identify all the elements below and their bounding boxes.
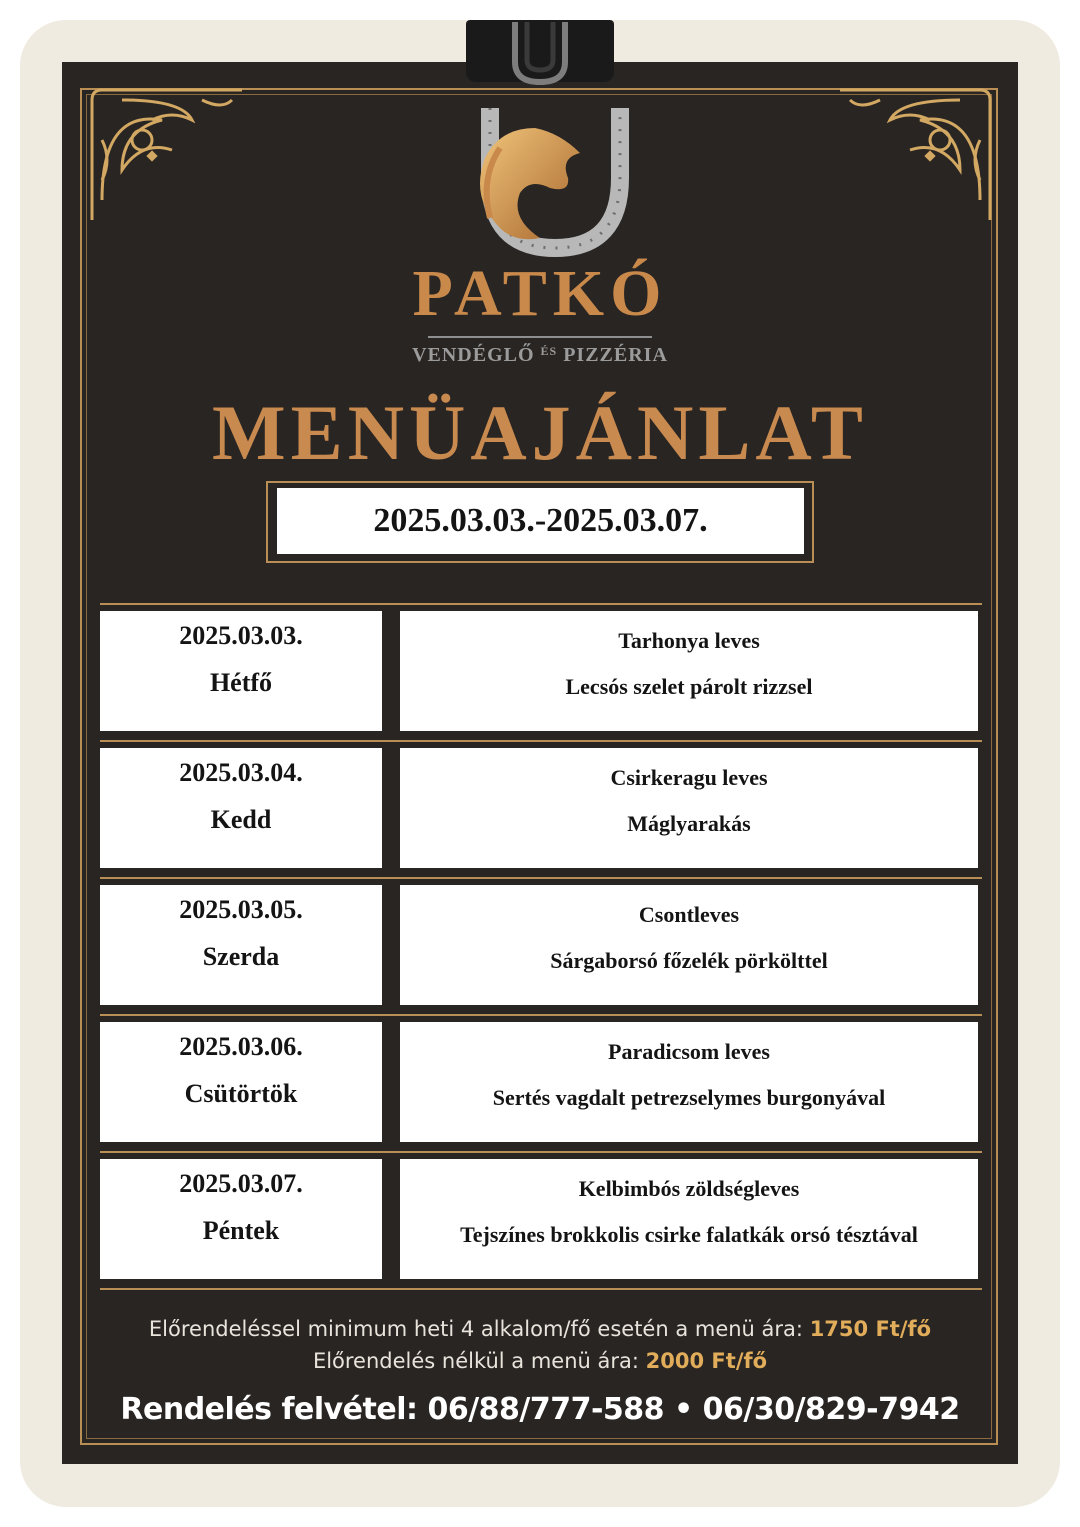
brand-name: PATKÓ [412, 257, 668, 330]
day-cell [100, 611, 382, 731]
main-dish: Sertés vagdalt petrezselymes burgonyával [492, 1085, 886, 1110]
date-range: 2025.03.03.-2025.03.07. [277, 488, 804, 554]
price-line-standard [0, 1349, 1080, 1373]
day-cell [100, 885, 382, 1005]
menu-row-tuesday [100, 748, 978, 868]
price-value: 1750 Ft/fő [809, 1317, 932, 1341]
day-cell [100, 1022, 382, 1142]
divider [100, 1151, 982, 1153]
day-name: Szerda [202, 942, 280, 971]
day-name: Csütörtök [184, 1079, 298, 1108]
menu-row-friday [100, 1159, 978, 1279]
divider [100, 1288, 982, 1290]
main-dish: Máglyarakás [627, 811, 751, 836]
day-name: Hétfő [209, 668, 273, 697]
main-dish: Lecsós szelet párolt rizzsel [565, 674, 813, 699]
order-phone: Rendelés felvétel: 06/88/777-588 • 06/30/829-7942 [120, 1392, 960, 1427]
corner-ornament-icon [82, 80, 252, 230]
day-date: 2025.03.05. [179, 895, 303, 924]
soup: Kelbimbós zöldségleves [578, 1176, 800, 1201]
day-cell [100, 1159, 382, 1279]
day-date: 2025.03.04. [179, 758, 303, 787]
menu-cell [400, 1159, 978, 1279]
menu-row-thursday [100, 1022, 978, 1142]
divider [100, 1014, 982, 1016]
horseshoe-horse-logo-icon [440, 98, 640, 258]
soup: Csirkeragu leves [610, 765, 768, 790]
price-text: Előrendelés nélkül a menü ára: [312, 1349, 639, 1373]
brand-subtitle [0, 344, 1080, 367]
day-name: Kedd [210, 805, 272, 834]
menu-cell [400, 611, 978, 731]
clip-ring-icon [505, 22, 575, 88]
soup: Csontleves [638, 902, 740, 927]
menu-row-wednesday [100, 885, 978, 1005]
menu-cell [400, 748, 978, 868]
main-dish: Sárgaborsó főzelék pörkölttel [550, 948, 828, 973]
price-value: 2000 Ft/fő [645, 1349, 768, 1373]
price-line-preorder [0, 1317, 1080, 1341]
day-date: 2025.03.06. [179, 1032, 303, 1061]
brand-sub-left: VENDÉGLŐ [412, 344, 535, 366]
day-cell [100, 748, 382, 868]
main-dish: Tejszínes brokkolis csirke falatkák orsó tésztával [460, 1222, 918, 1247]
brand-sub-right: PIZZÉRIA [563, 344, 668, 366]
divider [100, 877, 982, 879]
divider [100, 740, 982, 742]
menu-cell [400, 1022, 978, 1142]
price-text: Előrendeléssel minimum heti 4 alkalom/fő esetén a menü ára: [148, 1317, 803, 1341]
page-title: MENÜAJÁNLAT [212, 389, 868, 476]
menu-row-monday [100, 611, 978, 731]
menu-cell [400, 885, 978, 1005]
day-date: 2025.03.03. [179, 621, 303, 650]
day-name: Péntek [202, 1216, 280, 1245]
divider [100, 603, 982, 605]
day-date: 2025.03.07. [179, 1169, 303, 1198]
brand-sub-mid: ÉS [540, 344, 558, 358]
brand-divider [428, 336, 652, 338]
corner-ornament-icon [830, 80, 1000, 230]
soup: Tarhonya leves [618, 628, 760, 653]
soup: Paradicsom leves [608, 1039, 770, 1064]
